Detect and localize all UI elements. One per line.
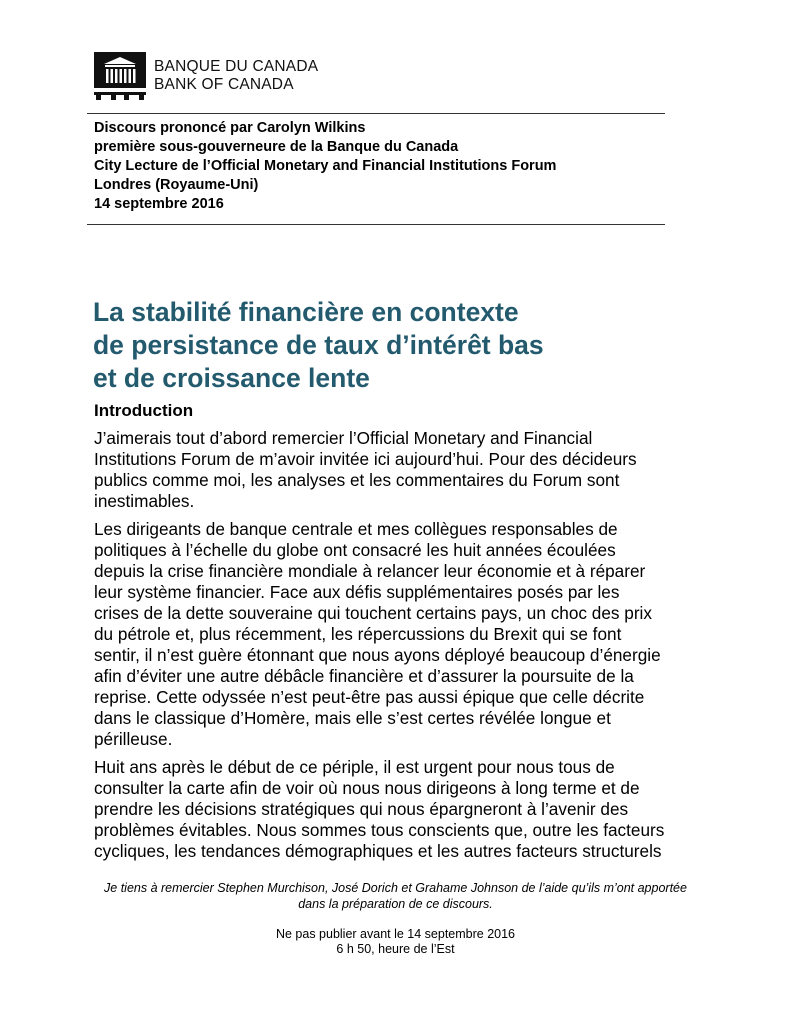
title-line: et de croissance lente [93, 363, 370, 393]
footnote-line: dans la préparation de ce discours. [298, 897, 493, 911]
text-line: Institutions Forum de m’avoir invitée ici aujourd’hui. Pour des décideurs [94, 449, 637, 469]
speaker-block [94, 119, 556, 214]
text-line: du pétrole et, plus récemment, les répercussions du Brexit qui se font [94, 624, 622, 644]
speech-title [93, 296, 693, 395]
title-line: La stabilité financière en contexte [93, 297, 519, 327]
text-line: cycliques, les tendances démographiques et les autres facteurs structurels [94, 841, 662, 861]
speaker-title-line: première sous-gouverneure de la Banque du Canada [94, 139, 459, 155]
embargo-notice [0, 927, 791, 957]
text-line: J’aimerais tout d’abord remercier l’Official Monetary and Financial [94, 428, 593, 448]
text-line: publics comme moi, les analyses et les commentaires du Forum sont [94, 470, 620, 490]
text-line: dans le classique d’Homère, mais elle s’est certes révélée longue et [94, 708, 611, 728]
text-line: afin d’éviter une autre débâcle financière et d’assurer la poursuite de la [94, 666, 634, 686]
location-line: Londres (Royaume-Uni) [94, 177, 259, 193]
bank-building-icon [94, 50, 146, 102]
text-line: consulter la carte afin de voir où nous nous dirigeons à long terme et de [94, 778, 640, 798]
embargo-date: Ne pas publier avant le 14 septembre 2016 [275, 927, 516, 941]
bottom-divider [87, 224, 665, 225]
text-line: inestimables. [94, 491, 195, 511]
bank-of-canada-logo [94, 50, 318, 102]
speech-body [94, 428, 674, 869]
text-line: depuis la crise financière mondiale à relancer leur économie et à réparer [94, 561, 646, 581]
text-line: Huit ans après le début de ce périple, il est urgent pour nous tous de [94, 757, 615, 777]
event-line: City Lecture de l’Official Monetary and Financial Institutions Forum [94, 158, 557, 174]
section-heading: Introduction [94, 401, 194, 420]
logo-line-english: BANK OF CANADA [154, 76, 294, 93]
top-divider [87, 113, 665, 114]
date-line: 14 septembre 2016 [94, 196, 224, 212]
logo-wordmark [154, 58, 318, 94]
text-line: prendre les décisions stratégiques qui nous épargneront à l’avenir des [94, 799, 629, 819]
text-line: problèmes évitables. Nous sommes tous conscients que, outre les facteurs [94, 820, 665, 840]
text-line: leur système financier. Face aux défis supplémentaires posés par les [94, 582, 620, 602]
footnote-line: Je tiens à remercier Stephen Murchison, José Dorich et Grahame Johnson de l’aide qu’ils m’ont apportée [104, 881, 687, 895]
title-line: de persistance de taux d’intérêt bas [93, 330, 544, 360]
text-line: périlleuse. [94, 729, 173, 749]
speaker-line: Discours prononcé par Carolyn Wilkins [94, 120, 366, 136]
footnote [0, 880, 791, 912]
text-line: reprise. Cette odyssée n’est peut-être pas aussi épique que celle décrite [94, 687, 645, 707]
text-line: Les dirigeants de banque centrale et mes collègues responsables de [94, 519, 618, 539]
paragraph [94, 428, 674, 512]
embargo-time: 6 h 50, heure de l’Est [336, 942, 455, 956]
text-line: sentir, il n’est guère étonnant que nous ayons déployé beaucoup d’énergie [94, 645, 661, 665]
paragraph [94, 757, 674, 862]
logo-line-french: BANQUE DU CANADA [154, 58, 319, 75]
text-line: crises de la dette souveraine qui touchent certains pays, un choc des prix [94, 603, 652, 623]
text-line: politiques à l’échelle du globe ont consacré les huit années écoulées [94, 540, 616, 560]
paragraph [94, 519, 674, 750]
